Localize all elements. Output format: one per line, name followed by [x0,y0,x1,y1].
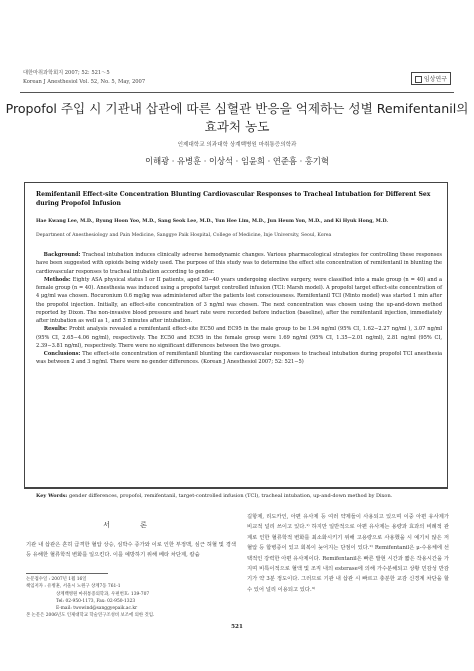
header-divider [20,92,454,93]
page-number: 521 [231,624,243,630]
footnote-line: 논문접수일 : 2007년 1월 16일 [26,577,87,582]
keywords [36,492,442,500]
authors-ko: 이해광 · 유병훈 · 이상석 · 임윤희 · 연준흠 · 홍기혁 [145,156,329,166]
footnote-line: 본 논문은 2006년도 인제대학교 학술연구조성비 보조에 의한 것임. [26,613,155,619]
journal-ko: 대한마취과학회지 2007; 52: 521～5 [23,70,110,76]
abstract-results [36,325,442,350]
footnotes [26,576,238,620]
footnote-line: 책임저자 : 유병훈, 서울시 노원구 상계7동 761-1 [26,584,121,590]
keywords-text: gender differences, propofol, remifentanil, target-controlled infusion (TCI), tracheal intubation, up-and-down method by Dixon. [69,493,393,499]
intro-right-column: 길항제, 리도카인, 아편 유사제 등 여러 약제들이 사용되고 있으며 이중 아편 유사제가 비교적 널리 쓰이고 있다.¹⁾ 하지만 일반적으로 아편 유사제는 용량과 효과의 비례적 관계로 인한 혈류학적 변화를 최소화시키기 위해 고용량으로 사용했을 시 예기치 않은 저혈압 등 합병증이 있고 회복이 늦어지는 단점이 있다.²⁾ Remifentanil은 μ-수용체에 선택적인 강력한 아편 유사제이다. Remifentanil은 빠른 발현 시간과 짧은 작용시간을 가지며 비특이적으로 혈액 및 조직 내의 esterase에 의해 가수분해되고 상황 민감성 반감기가 약 3분 정도이다. 그러므로 기관 내 삽관 시 빠르고 충분한 교감 신경계 차단을 할 수 있어 널리 이용되고 있다.³⁾ [247,514,449,593]
journal-citation [23,69,145,87]
abstract-text: The effect-site concentration of remifentanil blunting the cardiovascular responses to tracheal intubation during propofol TCI anesthesia was between 2 and 3 ng/ml. There were no gender differences. (Korean J Anesthesiol 2007; 52: 521−5) [36,351,442,366]
journal-en: Korean J Anesthesiol Vol. 52, No. 5, May, 2007 [23,79,146,85]
abstract-lead: Results: [43,326,67,333]
checkbox-square-icon [415,76,422,83]
abstract-methods [36,276,442,326]
english-department: Department of Anesthesiology and Pain Medicine, Sanggye Paik Hospital, College of Medicine, Inje University, Seoul, Korea [36,233,332,238]
intro-left-column: 기관 내 삽관은 흔히 급격한 혈압 상승, 심박수 증가와 이로 인한 부정맥, 심근 허혈 및 경색 등 유해한 혈류학적 변화를 일으킨다. 이를 예방하기 위해 베타 차단제, 칼슘 [26,542,236,559]
page-title: Propofol 주입 시 기관내 삽관에 따른 심혈관 반응을 억제하는 성별 Remifentanil의 효과처 농도 [5,101,469,134]
abstract-conclusions [36,350,442,367]
keywords-label: Key Words: [36,493,68,499]
abstract [36,251,442,367]
affiliation-ko: 인제대학교 의과대학 상계백병원 마취통증의학과 [177,142,297,148]
abstract-text: Eighty ASA physical status I or II patients, aged 20−40 years undergoing elective surgery, were classified into a male group (n = 40) and a female group (n = 40). Anesthesia was induced using a propofol target controlled infusion (TCI: Marsh model). A propofol target effect-site concentration of 4 μg/ml was chosen. Rocuronium 0.6 mg/kg was administered after the patients lost consciousness. Remifentanil TCI (Minto model) was started 1 min after the propofol injection. Initially, an effect-site concentration of 3 ng/ml was chosen. The next concentration was chosen using the up-and-down method reported by Dixon. The non-invasive blood pressure and heart rate were recorded before induction (baseline), after the remifentanil injection, immediately after intubation as well as 1, and 3 minutes after intubation. [36,276,442,324]
abstract-text: Probit analysis revealed a remifentanil effect-site EC50 and EC95 in the male group to be 1.94 ng/ml (95% CI, 1.62−2.27 ng/ml ), 3.07 ng/ml (95% CI, 2.65−4.06 ng/ml), respectively. The EC50 and EC95 in the female group were 1.69 ng/ml (95% CI, 1.35−2.01 ng/ml), 2.81 ng/ml (95% CI, 2.39−3.81 ng/ml), respectively. There were no significant differences between the two groups. [36,326,443,349]
english-authors: Hae Kwang Lee, M.D., Byung Hoon Yoo, M.D., Sang Seok Lee, M.D., Yun Hee Lim, M.D., Jun Heum Yon, M.D., and Ki Hyuk Hong, M.D. [36,219,389,224]
abstract-lead: Background: [43,252,81,258]
footnote-divider [26,573,108,574]
footnote-line: E-mail: twowind@sanggyepaik.ac.kr [56,606,138,612]
footnote-line: Tel: 02-950-1173, Fax: 02-950-1323 [56,598,136,604]
badge-label: 임상연구 [423,76,447,83]
abstract-background [36,251,442,276]
abstract-text: Tracheal intubation induces clinically adverse hemodynamic changes. Various pharmacological strategies for controlling these responses have been suggested with opioids being widely used. The purpose of this study was to determine the effect site concentration of remifentanil in blunting the cardiovascular responses to tracheal intubation according to gender. [36,252,442,275]
abstract-lead: Conclusions: [43,351,81,357]
abstract-lead: Methods: [44,276,71,283]
footnote-line: 상계백병원 마취통증의학과, 우편번호: 139-707 [56,591,150,597]
english-title: Remifentanil Effect-site Concentration Blunting Cardiovascular Responses to Tracheal Intubation for Different Sex during Propofol Infusion [36,191,431,207]
keywords-divider [24,488,448,489]
article-type-badge [411,72,451,85]
section-heading: 서 론 [103,521,161,529]
